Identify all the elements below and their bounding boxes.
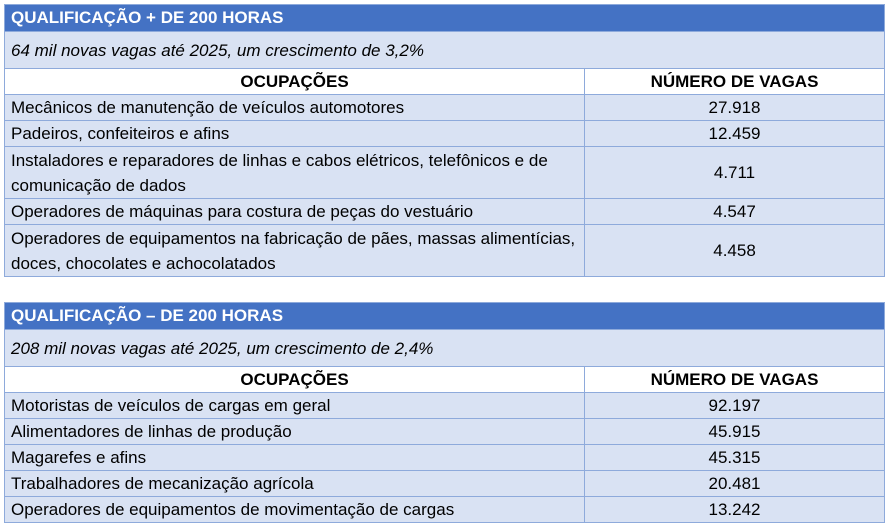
column-header-occupations: OCUPAÇÕES bbox=[5, 367, 585, 393]
qualification-table-over-200h bbox=[4, 4, 885, 277]
table-title: QUALIFICAÇÃO – DE 200 HORAS bbox=[5, 303, 885, 330]
table-row bbox=[5, 471, 885, 497]
occupation-cell: Trabalhadores de mecanização agrícola bbox=[5, 471, 585, 497]
vacancies-cell: 4.458 bbox=[585, 225, 885, 277]
occupation-cell: Operadores de máquinas para costura de peças do vestuário bbox=[5, 199, 585, 225]
vacancies-cell: 12.459 bbox=[585, 121, 885, 147]
table-row bbox=[5, 147, 885, 199]
vacancies-cell: 4.547 bbox=[585, 199, 885, 225]
table-row bbox=[5, 445, 885, 471]
table-row bbox=[5, 419, 885, 445]
occupation-cell: Magarefes e afins bbox=[5, 445, 585, 471]
vacancies-cell: 45.315 bbox=[585, 445, 885, 471]
table-row bbox=[5, 497, 885, 523]
occupation-cell: Alimentadores de linhas de produção bbox=[5, 419, 585, 445]
vacancies-cell: 92.197 bbox=[585, 393, 885, 419]
table-subtitle: 64 mil novas vagas até 2025, um crescimento de 3,2% bbox=[5, 32, 885, 69]
occupation-cell: Operadores de equipamentos de movimentação de cargas bbox=[5, 497, 585, 523]
column-header-vacancies: NÚMERO DE VAGAS bbox=[585, 69, 885, 95]
vacancies-cell: 13.242 bbox=[585, 497, 885, 523]
table-row bbox=[5, 225, 885, 277]
occupation-cell: Motoristas de veículos de cargas em geral bbox=[5, 393, 585, 419]
column-header-vacancies: NÚMERO DE VAGAS bbox=[585, 367, 885, 393]
qualification-table-under-200h bbox=[4, 302, 885, 523]
table-title: QUALIFICAÇÃO + DE 200 HORAS bbox=[5, 5, 885, 32]
vacancies-cell: 4.711 bbox=[585, 147, 885, 199]
table-subtitle: 208 mil novas vagas até 2025, um crescimento de 2,4% bbox=[5, 330, 885, 367]
occupation-cell: Operadores de equipamentos na fabricação de pães, massas alimentícias, doces, chocolates e achocolatados bbox=[5, 225, 585, 277]
column-header-occupations: OCUPAÇÕES bbox=[5, 69, 585, 95]
table-row bbox=[5, 199, 885, 225]
occupation-cell: Mecânicos de manutenção de veículos automotores bbox=[5, 95, 585, 121]
occupation-cell: Instaladores e reparadores de linhas e cabos elétricos, telefônicos e de comunicação de dados bbox=[5, 147, 585, 199]
vacancies-cell: 20.481 bbox=[585, 471, 885, 497]
occupation-cell: Padeiros, confeiteiros e afins bbox=[5, 121, 585, 147]
table-row bbox=[5, 121, 885, 147]
vacancies-cell: 27.918 bbox=[585, 95, 885, 121]
table-row bbox=[5, 393, 885, 419]
table-row bbox=[5, 95, 885, 121]
vacancies-cell: 45.915 bbox=[585, 419, 885, 445]
